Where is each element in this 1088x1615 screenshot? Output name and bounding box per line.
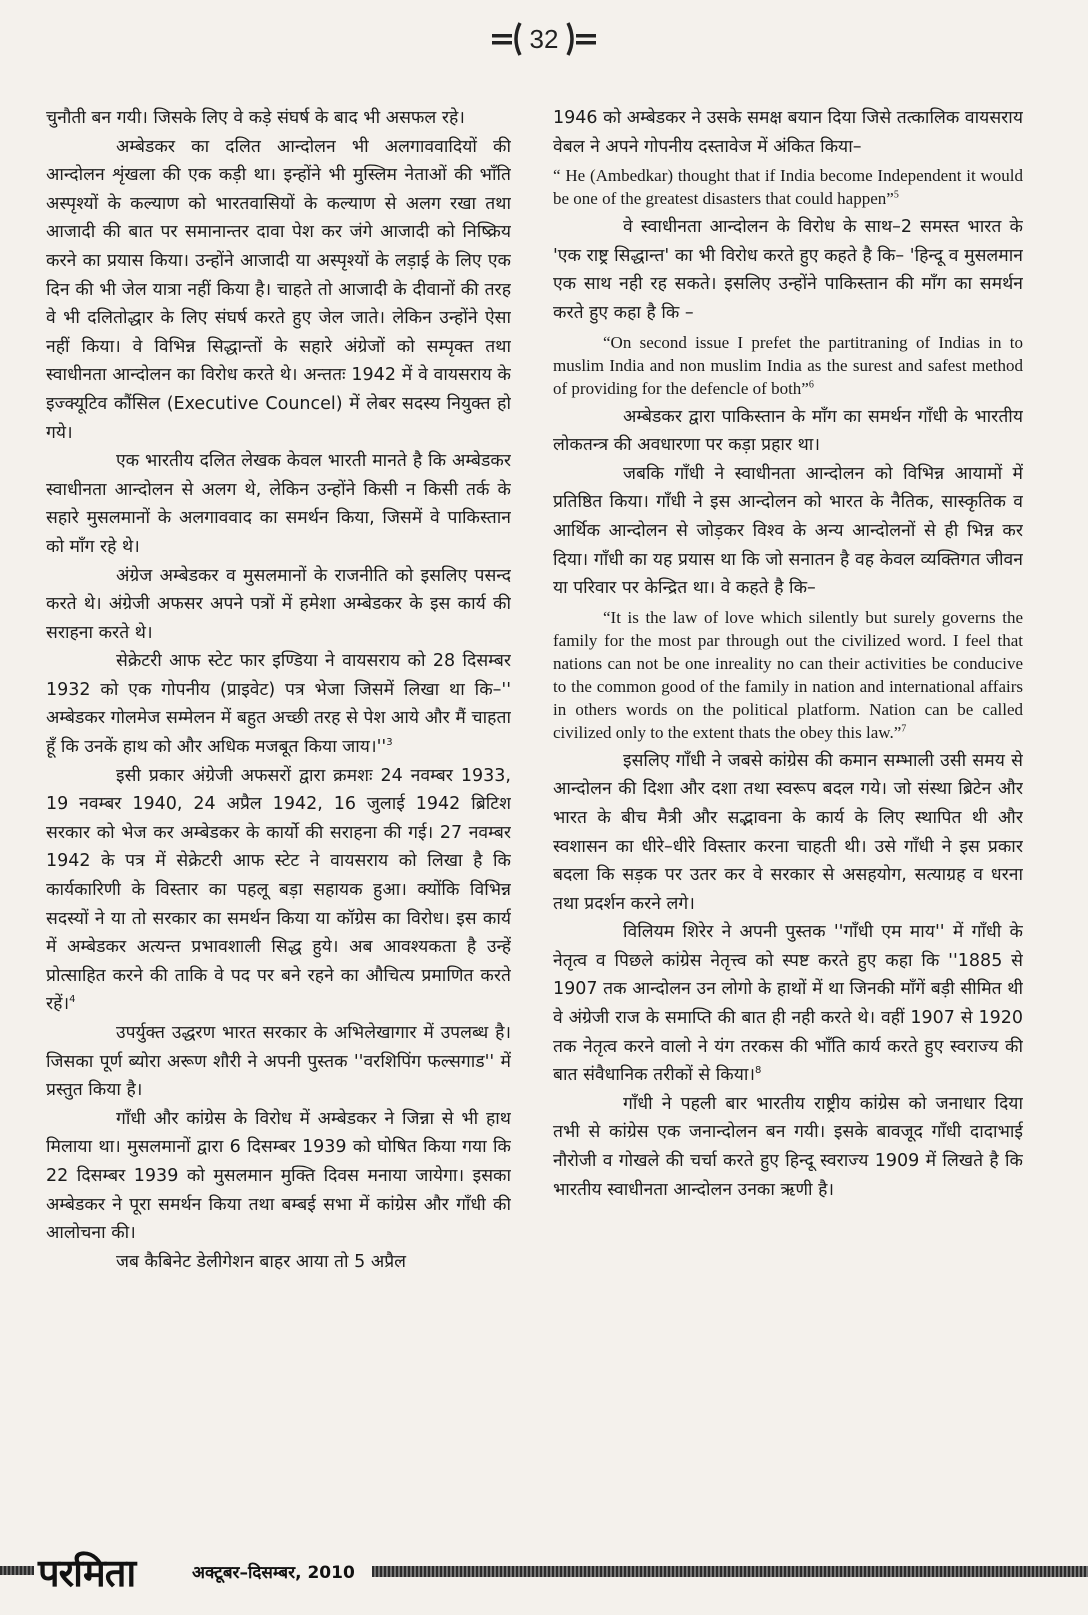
paragraph (553, 1090, 1023, 1204)
paragraph (553, 460, 1023, 603)
paragraph-text: एक भारतीय दलित लेखक केवल भारती मानते है कि अम्बेडकर स्वाधीनता आन्दोलन से अलग थे, लेकिन उन्होंने किसी न किसी तर्क के सहारे मुसलमानों के अलगाववाद का समर्थन किया, जिसमें वे पाकिस्तान को माँग रहे थे। (46, 451, 511, 557)
paragraph (46, 133, 511, 448)
english-quote-paragraph (553, 331, 1023, 400)
paragraph-text: विलियम शिरेर ने अपनी पुस्तक ''गाँधी एम माय'' में गाँधी के नेतृत्व व पिछले कांग्रेस नेतृत्त्व को स्पष्ट करते हुए कहा कि ''1885 से 1907 तक आन्दोलन उन लोगो के हाथों में था जिनकी माँगें बड़ी सीमित थी वे अंग्रेजी राज के समाप्ति की बात ही नही करते थे। वहीं 1907 से 1920 तक नेतृत्व करने वालो ने यंग तरकस की भाँति कार्य करते हुए स्वराज्य की बात संवैधानिक तरीकों से किया। (553, 922, 1023, 1086)
paragraph-text: इसलिए गाँधी ने जबसे कांग्रेस की कमान सम्भाली उसी समय से आन्दोलन की दिशा और दशा तथा स्वरूप बदल गये। जो संस्था ब्रिटेन और भारत के बीच मैत्री और सद्भावना के कार्य के लिए स्थापित थी और स्वशासन का धीरे–धीरे विस्तार करना चाहती थी। उसे गाँधी ने इस प्रकार बदला कि सड़क पर उतर कर वे सरकार से असहयोग, सत्याग्रह व धरना तथा प्रदर्शन करने लगे। (553, 750, 1023, 914)
footer-rule-left (0, 1566, 34, 1575)
footnote-marker: 6 (808, 378, 814, 390)
paragraph-text: “It is the law of love which silently but surely governs the family for the most par through out the civilized word. I feel that nations can not be one inreality no can their activities be conducive to the common good of the family in nation and international affairs in others words on the political platform. Nation can be called civilized only to the extent thats the obey this law.” (553, 607, 1023, 742)
paragraph-text: चुनौती बन गयी। जिसके लिए वे कड़े संघर्ष के बाद भी असफल रहे। (46, 108, 465, 128)
footer-rule-right (372, 1566, 1088, 1577)
paragraph-text: जब कैबिनेट डेलीगेशन बाहर आया तो 5 अप्रैल (116, 1251, 407, 1272)
paragraph-text: अम्बेडकर का दलित आन्दोलन भी अलगाववादियों की आन्दोलन शृंखला की एक कड़ी था। इन्होंने भी मुस्लिम नेताओं की भाँति अस्पृश्यों के कल्याण को भारतवासियों के कल्याण से अलग रखा तथा आजादी की बात पर समानान्तर दावा पेश कर जंगे आजादी को निष्क्रिय करने का प्रयास किया। उन्होंने आजादी या अस्पृश्यों के लड़ाई के लिए एक दिन की भी जेल यात्रा नहीं किया है। चाहते तो आजादी के दीवानों की तरह वे भी दलितोद्धार के लिए संघर्ष करते हुए जेल जाते। लेकिन उन्होंने ऐसा नहीं किया। वे विभिन्न सिद्धान्तों के सहारे अंग्रेजों को सम्पृक्त तथा स्वाधीनता आन्दोलन का विरोध करते थे। अन्ततः 1942 में वे वायसराय के इज्क्यूटिव कौंसिल (Executive Councel) में लेबर सदस्य नियुक्त हो गये। (46, 136, 511, 443)
left-bracket-ornament-icon (490, 21, 524, 57)
footnote-marker: 5 (893, 189, 899, 201)
footnote-marker: 8 (755, 1065, 762, 1077)
english-quote-paragraph (553, 606, 1023, 744)
magazine-logo: परमिता (38, 1551, 136, 1595)
right-column (553, 104, 1023, 1524)
paragraph (46, 762, 511, 1019)
footnote-marker: 4 (69, 994, 76, 1006)
paragraph (46, 1019, 511, 1105)
paragraph-text: इसी प्रकार अंग्रेजी अफसरों द्वारा क्रमशः 24 नवम्बर 1933, 19 नवम्बर 1940, 24 अप्रैल 1942, 16 जुलाई 1942 ब्रिटिश सरकार को भेज कर अम्बेडकर के कार्यो की सराहना की गई। 27 नवम्बर 1942 के पत्र में सेक्रेटरी आफ स्टेट ने वायसराय को लिखा है कि कार्यकारिणी के विस्तार का पहलू बड़ा सहायक हुआ। क्योंकि विभिन्न सदस्यों ने या तो सरकार का समर्थन किया या कॉग्रेस का विरोध। इस कार्य में अम्बेडकर अत्यन्त प्रभावशाली सिद्ध हुये। अब आवश्यकता है उन्हें प्रोत्साहित करने की ताकि वे पद पर बने रहने का औचित्य प्रमाणित करते रहें। (46, 765, 511, 1015)
paragraph (553, 213, 1023, 327)
paragraph-text: गाँधी ने पहली बार भारतीय राष्ट्रीय कांग्रेस को जनाधार दिया तभी से कांग्रेस एक जनान्दोलन बन गयी। इसके बावजूद गाँधी दादाभाई नौरोजी व गोखले की चर्चा करते हुए हिन्दू स्वराज्य 1909 में लिखते है कि भारतीय स्वाधीनता आन्दोलन उनका ऋणी है। (553, 1093, 1023, 1200)
paragraph (553, 403, 1023, 460)
page-number: 32 (529, 23, 559, 54)
paragraph (553, 747, 1023, 919)
paragraph-text: वे स्वाधीनता आन्दोलन के विरोध के साथ–2 समस्त भारत के 'एक राष्ट्र सिद्धान्त' का भी विरोध करते हुए कहते है कि– 'हिन्दू व मुसलमान एक साथ नही रह सकते। इसलिए उन्होंने पाकिस्तान की माँग का समर्थन करते हुए कहा है कि – (553, 217, 1023, 323)
paragraph (46, 562, 511, 648)
paragraph (46, 1248, 511, 1277)
left-column (46, 104, 511, 1524)
page-header (0, 14, 1088, 64)
paragraph-text: गाँधी और कांग्रेस के विरोध में अम्बेडकर ने जिन्ना से भी हाथ मिलाया था। मुसलमानों द्वारा 6 दिसम्बर 1939 को घोषित किया गया कि 22 दिसम्बर 1939 को मुसलमान मुक्ति दिवस मनाया जायेगा। इसका अम्बेडकर ने पूरा समर्थन किया तथा बम्बई सभा में कांग्रेस और गाँधी की आलोचना की। (46, 1108, 511, 1244)
paragraph (553, 918, 1023, 1090)
paragraph-text: अंग्रेज अम्बेडकर व मुसलमानों के राजनीति को इसलिए पसन्द करते थे। अंग्रेजी अफसर अपने पत्रों में हमेशा अम्बेडकर के इस कार्य की सराहना करते थे। (46, 565, 511, 643)
paragraph-text: सेक्रेटरी आफ स्टेट फार इण्डिया ने वायसराय को 28 दिसम्बर 1932 को एक गोपनीय (प्राइवेट) पत्र भेजा जिसमें लिखा था कि–'' अम्बेडकर गोलमेज सम्मेलन में बहुत अच्छी तरह से पेश आये और मैं चाहता हूँ कि उनकें हाथ को और अधिक मजबूत किया जाय।'' (46, 651, 511, 758)
footnote-marker: 3 (386, 737, 393, 749)
paragraph-text: जबकि गाँधी ने स्वाधीनता आन्दोलन को विभिन्न आयामों में प्रतिष्ठित किया। गाँधी ने इस आन्दोलन को भारत के नैतिक, सास्कृतिक व आर्थिक आन्दोलन से जोड़कर विश्व के अन्य आन्दोलनों से ही भिन्न कर दिया। गाँधी का यह प्रयास था कि जो सनातन है वह केवल व्यक्तिगत जीवन या परिवार पर केन्द्रित था। वे कहते है कि– (553, 463, 1023, 599)
right-bracket-ornament-icon (564, 21, 598, 57)
paragraph (553, 104, 1023, 161)
page-footer (0, 1540, 1088, 1600)
paragraph-text: “ He (Ambedkar) thought that if India become Independent it would be one of the greatest disasters that could happen” (553, 166, 1023, 209)
paragraph-text: 1946 को अम्बेडकर ने उसके समक्ष बयान दिया जिसे तत्कालिक वायसराय वेबल ने अपने गोपनीय दस्तावेज में अंकित किया– (553, 108, 1023, 157)
page-number-ornament (490, 21, 599, 57)
paragraph-text: अम्बेडकर द्वारा पाकिस्तान के माँग का समर्थन गाँधी के भारतीय लोकतन्त्र की अवधारणा पर कड़ा प्रहार था। (553, 406, 1023, 456)
paragraph (46, 447, 511, 561)
paragraph (46, 104, 511, 133)
paragraph-text: “On second issue I prefet the partitraning of Indias in to muslim India and non muslim India as the surest and safest method of providing for the defencle of both” (553, 332, 1023, 398)
english-quote-paragraph (553, 164, 1023, 210)
footnote-marker: 7 (901, 723, 907, 735)
issue-date: अक्टूबर–दिसम्बर, 2010 (192, 1563, 355, 1583)
paragraph (46, 647, 511, 761)
paragraph-text: उपर्युक्त उद्धरण भारत सरकार के अभिलेखागार में उपलब्ध है। जिसका पूर्ण ब्योरा अरूण शौरी ने अपनी पुस्तक ''वरशिपिंग फल्सगाड'' में प्रस्तुत किया है। (46, 1023, 511, 1101)
paragraph (46, 1105, 511, 1248)
